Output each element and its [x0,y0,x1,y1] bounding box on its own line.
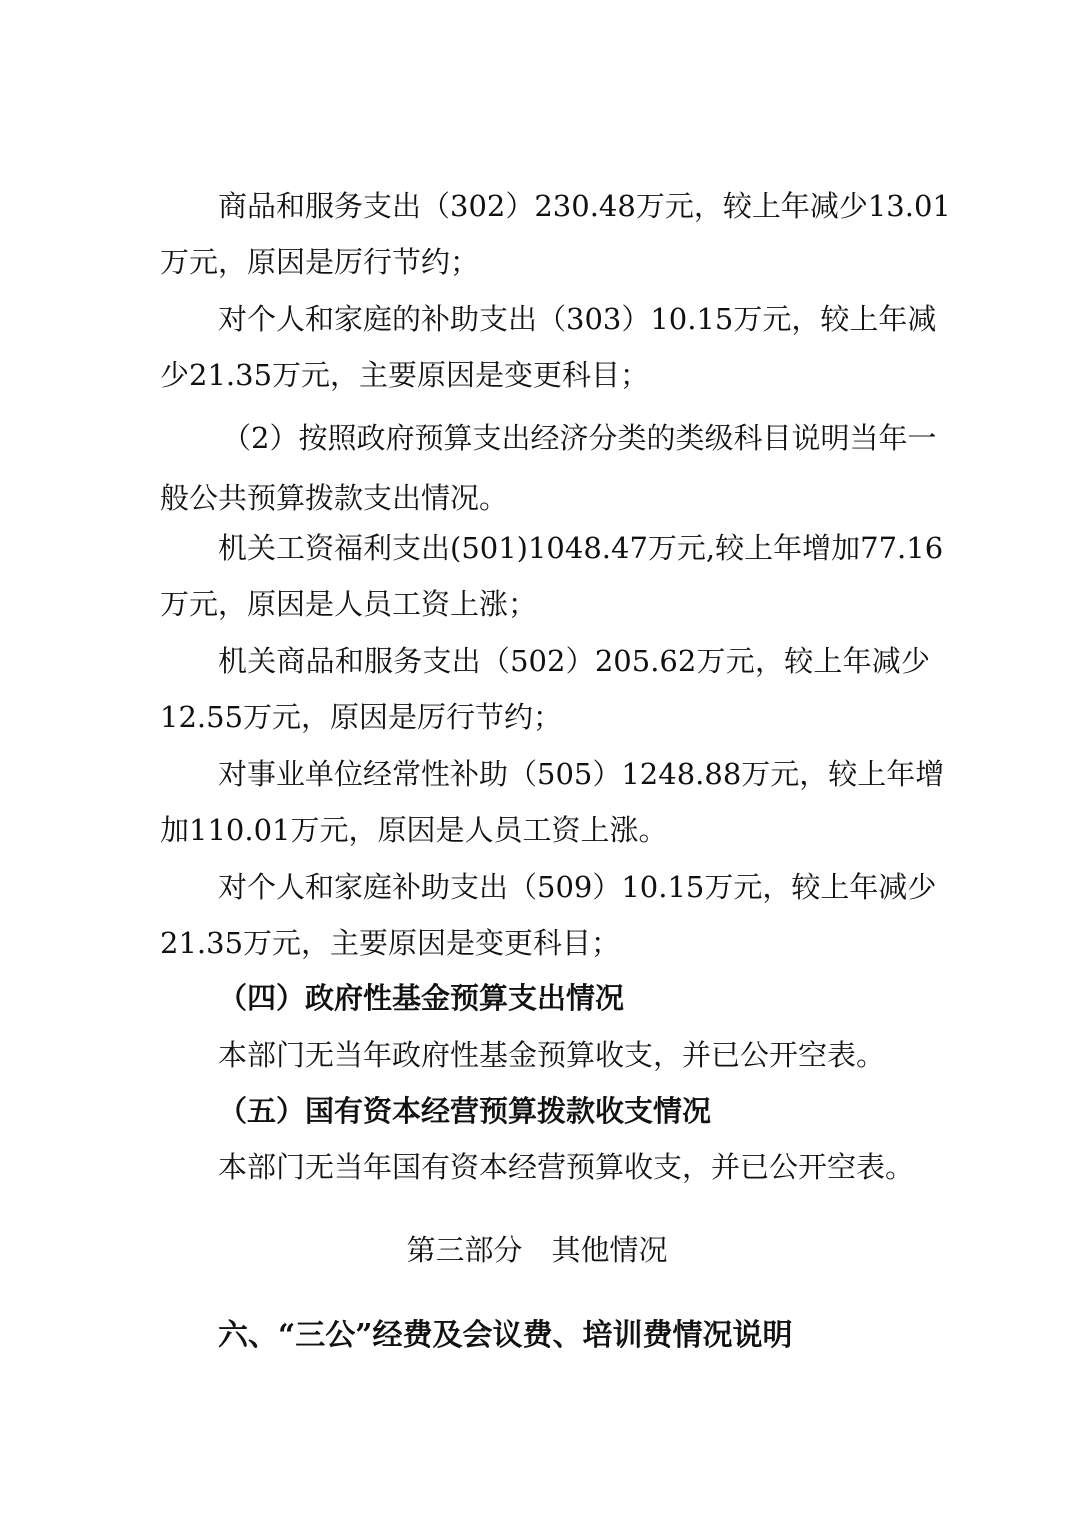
paragraph-6-line-1: 对事业单位经常性补助（505）1248.88万元，较上年增 [218,757,945,791]
paragraph-5-line-2: 12.55万元，原因是厉行节约； [160,700,563,734]
paragraph-3-line-2: 般公共预算拨款支出情况。 [160,481,509,515]
paragraph-6-line-2: 加110.01万元，原因是人员工资上涨。 [160,813,668,847]
paragraph-4-line-1: 机关工资福利支出(501)1048.47万元,较上年增加77.16 [218,531,944,565]
text-4: 本部门无当年政府性基金预算收支，并已公开空表。 [218,1038,886,1072]
paragraph-4-line-2: 万元，原因是人员工资上涨； [160,587,538,621]
paragraph-2-line-2: 少21.35万元，主要原因是变更科目； [160,358,650,392]
paragraph-1-line-1: 商品和服务支出（302）230.48万元，较上年减少13.01 [218,189,951,223]
heading-5: （五）国有资本经营预算拨款收支情况 [218,1094,712,1128]
paragraph-3-line-1: （2）按照政府预算支出经济分类的类级科目说明当年一 [222,421,937,455]
paragraph-1-line-2: 万元，原因是厉行节约； [160,245,480,279]
heading-4: （四）政府性基金预算支出情况 [218,981,625,1015]
part-3-title: 第三部分 其他情况 [406,1233,668,1267]
paragraph-2-line-1: 对个人和家庭的补助支出（303）10.15万元，较上年减 [218,302,937,336]
paragraph-5-line-1: 机关商品和服务支出（502）205.62万元，较上年减少 [218,644,930,678]
text-5: 本部门无当年国有资本经营预算收支，并已公开空表。 [218,1150,915,1184]
paragraph-7-line-1: 对个人和家庭补助支出（509）10.15万元，较上年减少 [218,870,937,904]
heading-6: 六、“三公”经费及会议费、培训费情况说明 [218,1318,793,1353]
paragraph-7-line-2: 21.35万元，主要原因是变更科目； [160,926,621,960]
